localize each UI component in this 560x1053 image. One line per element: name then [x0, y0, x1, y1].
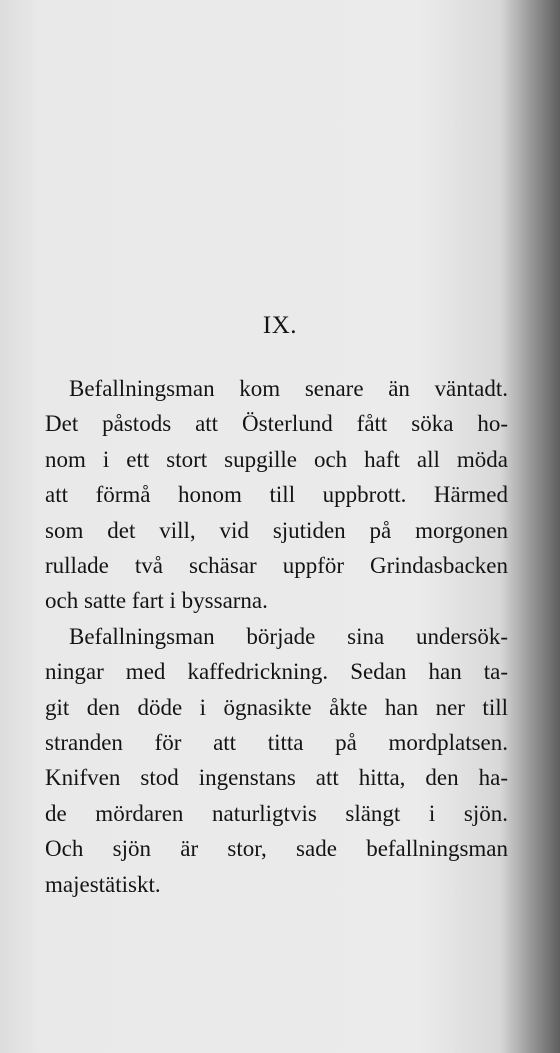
- bleed-through-text: [35, 50, 505, 84]
- text-line: Knifven stod ingenstans att hitta, den ha-: [45, 765, 508, 791]
- text-line: de mördaren naturligtvis slängt i sjön.: [45, 800, 508, 826]
- text-line: som det vill, vid sjutiden på morgonen: [45, 517, 508, 543]
- text-line: att förmå honom till uppbrott. Härmed: [45, 482, 508, 508]
- paragraph-1: [45, 371, 508, 619]
- text-line: Befallningsman började sina undersök-: [69, 623, 508, 649]
- text-line: och satte fart i byssarna.: [45, 588, 268, 614]
- paragraph-2: [45, 619, 508, 902]
- text-line: rullade två schäsar uppför Grindasbacken: [45, 553, 508, 579]
- text-line: Befallningsman kom senare än väntadt.: [69, 376, 508, 401]
- body-text: [45, 371, 508, 902]
- text-line: git den döde i ögnasikte åkte han ner till: [45, 694, 508, 720]
- text-line: majestätiskt.: [45, 871, 161, 897]
- text-line: stranden för att titta på mordplatsen.: [45, 730, 508, 756]
- text-line: nom i ett stort supgille och haft all möda: [45, 446, 508, 472]
- text-line: Det påstods att Österlund fått söka ho-: [45, 411, 508, 437]
- text-line: Och sjön är stor, sade befallningsman: [45, 836, 508, 862]
- chapter-heading: IX.: [262, 312, 298, 339]
- text-line: ningar med kaffedrickning. Sedan han ta-: [45, 659, 508, 685]
